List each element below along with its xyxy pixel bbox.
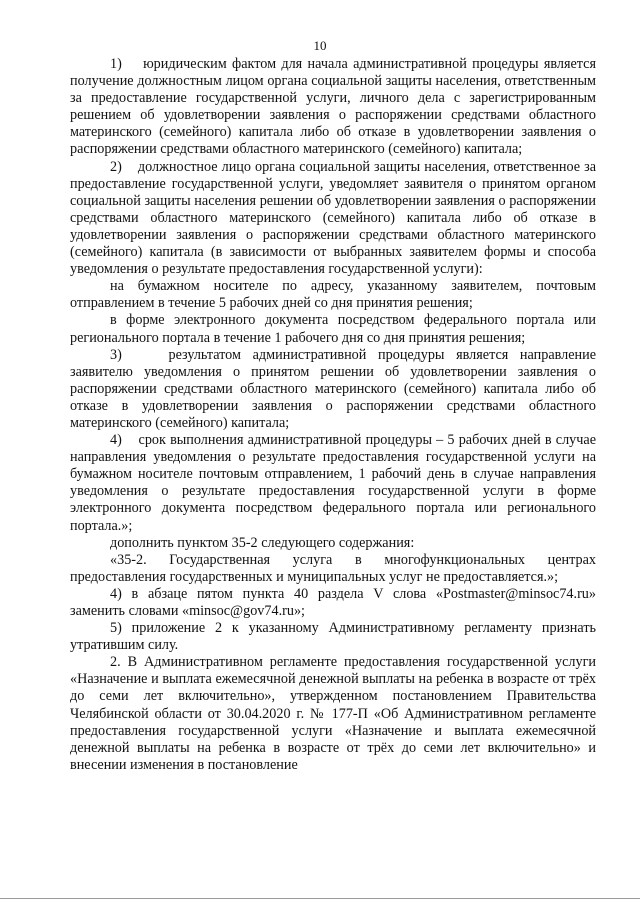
page-number: 10 xyxy=(313,38,327,53)
paragraph-item-4-deadline: 4) срок выполнения административной процедуры – 5 рабочих дней в случае направления уведомления о результате предоставления государственной услуги на бумажном носителе почтовым отправлением, 1 рабочий день в случае направления уведомления о результате предоставления государственной услуги в форме электронного документа посредством федерального портала или регионального портала.»; xyxy=(70,432,596,534)
paragraph-item-3-result: 3) результатом административной процедуры является направление заявителю уведомления о принятом решении об удовлетворении заявления о распоряжении средствами областного материнского (семейного) капитала либо об отказе в удовлетворении заявления о распоряжении средствами областного материнского (семейного) капитала; xyxy=(70,346,596,431)
paragraph-item-2-notification: 2) должностное лицо органа социальной защиты населения, ответственное за предоставление государственной услуги, уведомляет заявителя о принятом органом социальной защиты населения решении об удовлетворении заявления о распоряжении средствами областного материнского (семейного) капитала либо об отказе в удовлетворении заявления о распоряжении средствами областного материнского (семейного) капитала (в зависимости от выбранных заявителем формы и способа уведомления о результате предоставления государственной услуги): xyxy=(70,158,596,278)
paragraph-appendix-void: 5) приложение 2 к указанному Административному регламенту признать утратившим силу. xyxy=(70,620,596,654)
paragraph-add-clause: дополнить пунктом 35-2 следующего содержания: xyxy=(110,534,415,551)
paragraph-item-1-legal-fact: 1) юридическим фактом для начала административной процедуры является получение должностным лицом органа социальной защиты населения, ответственным за предоставление государственной услуги, личного дела с зарегистрированным решением об удовлетворении заявления о распоряжении средствами областного материнского (семейного) капитала либо об отказе в удовлетворении заявления о распоряжении средствами областного материнского (семейного) капитала; xyxy=(70,56,596,158)
paragraph-clause-35-2: «35-2. Государственная услуга в многофункциональных центрах предоставления государственных и муниципальных услуг не предоставляется.»; xyxy=(70,551,596,585)
paragraph-section-2: 2. В Административном регламенте предоставления государственной услуги «Назначение и выплата ежемесячной денежной выплаты на ребенка в возрасте от трёх до семи лет включительно», утвержденном постановлением Правительства Челябинской области от 30.04.2020 г. № 177-П «Об Административном регламенте предоставления государственной услуги «Назначение и выплата ежемесячной денежной выплаты на ребенка в возрасте от трёх до семи лет включительно» и внесении изменения в постановление xyxy=(70,654,596,773)
page-bottom-divider xyxy=(0,898,640,899)
paragraph-electronic: в форме электронного документа посредством федерального портала или регионального портала в течение 1 рабочего дня со дня принятия решения; xyxy=(70,312,596,346)
paragraph-email-change: 4) в абзаце пятом пункта 40 раздела V слова «Postmaster@minsoc74.ru» заменить словами «minsoc@gov74.ru»; xyxy=(70,585,596,619)
paragraph-paper-mail: на бумажном носителе по адресу, указанному заявителем, почтовым отправлением в течение 5 рабочих дней со дня принятия решения; xyxy=(70,278,596,312)
document-body xyxy=(70,56,596,774)
